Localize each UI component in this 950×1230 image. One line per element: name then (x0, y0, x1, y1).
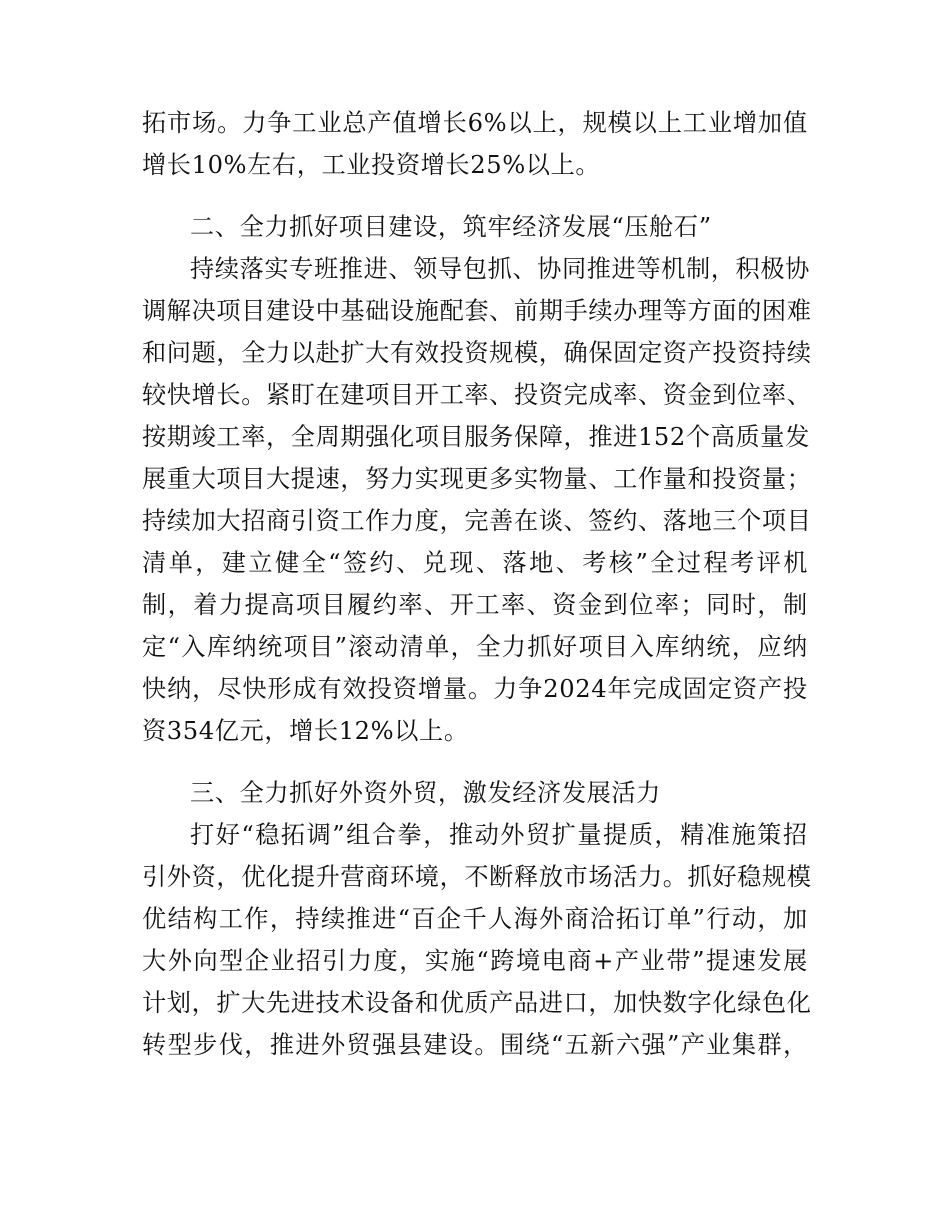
text-line: 资354亿元，增长12%以上。 (142, 717, 469, 745)
text-line: 持 续 加 大 招 商 引 资 工 作 力 度 ， 完 善 在 谈 、 签 约 、 落 地 三 个 项 目 (142, 507, 812, 535)
document-page (142, 0, 812, 1230)
text-line: 快 纳 ， 尽 快 形 成 有 效 投 资 增 量 。 力 争 2024 年 完 成 固 定 资 产 投 (142, 675, 808, 703)
text-line: 计 划 ， 扩 大 先 进 技 术 设 备 和 优 质 产 品 进 口 ， 加 快 数 字 化 绿 色 化 (142, 989, 812, 1017)
text-line: 制 ， 着 力 提 高 项 目 履 约 率 、 开 工 率 、 资 金 到 位 率 ； 同 时 ， 制 (142, 591, 808, 619)
text-line: 较 快 增 长 。 紧 盯 在 建 项 目 开 工 率 、 投 资 完 成 率 、 资 金 到 位 率 、 (142, 381, 812, 409)
text-line: 清 单 ， 建 立 健 全 “ 签 约 、 兑 现 、 落 地 、 考 核 ” 全 过 程 考 评 机 (142, 549, 808, 577)
text-line: 增长10%左右，工业投资增长25%以上。 (142, 151, 601, 179)
text-line: 持 续 落 实 专 班 推 进 、 领 导 包 抓 、 协 同 推 进 等 机 制 ， 积 极 协 (190, 255, 810, 283)
text-line: 优 结 构 工 作 ， 持 续 推 进 “ 百 企 千 人 海 外 商 洽 拓 订 单 ” 行 动 ， 加 (142, 905, 808, 933)
section-heading: 三、全力抓好外资外贸，激发经济发展活力 (190, 779, 661, 807)
text-line: 按 期 竣 工 率 ， 全 周 期 强 化 项 目 服 务 保 障 ， 推 进 152 个 高 质 量 发 (142, 423, 810, 451)
text-line: 大 外 向 型 企 业 招 引 力 度 ， 实 施 “ 跨 境 电 商 + 产 业 带 ” 提 速 发 展 (142, 947, 808, 975)
text-line: 展 重 大 项 目 大 提 速 ， 努 力 实 现 更 多 实 物 量 、 工 作 量 和 投 资 量 ； (142, 465, 812, 493)
text-line: 转 型 步 伐 ， 推 进 外 贸 强 县 建 设 。 围 绕 “ 五 新 六 强 ” 产 业 集 群 ， (142, 1031, 808, 1059)
section-heading: 二、全力抓好项目建设，筑牢经济发展“压舱石” (190, 213, 712, 241)
text-line: 和 问 题 ， 全 力 以 赴 扩 大 有 效 投 资 规 模 ， 确 保 固 定 资 产 投 资 持 续 (142, 339, 812, 367)
text-line: 引 外 资 ， 优 化 提 升 营 商 环 境 ， 不 断 释 放 市 场 活 力 。 抓 好 稳 规 模 (142, 863, 812, 891)
text-line: 调 解 决 项 目 建 设 中 基 础 设 施 配 套 、 前 期 手 续 办 理 等 方 面 的 困 难 (142, 297, 812, 325)
text-line: 拓 市 场 。 力 争 工 业 总 产 值 增 长 6% 以 上 ， 规 模 以 上 工 业 增 加 值 (142, 109, 808, 137)
text-line: 定 “ 入 库 纳 统 项 目 ” 滚 动 清 单 ， 全 力 抓 好 项 目 入 库 纳 统 ， 应 纳 (142, 633, 808, 661)
text-line: 打 好 “ 稳 拓 调 ” 组 合 拳 ， 推 动 外 贸 扩 量 提 质 ， 精 准 施 策 招 (190, 821, 808, 849)
